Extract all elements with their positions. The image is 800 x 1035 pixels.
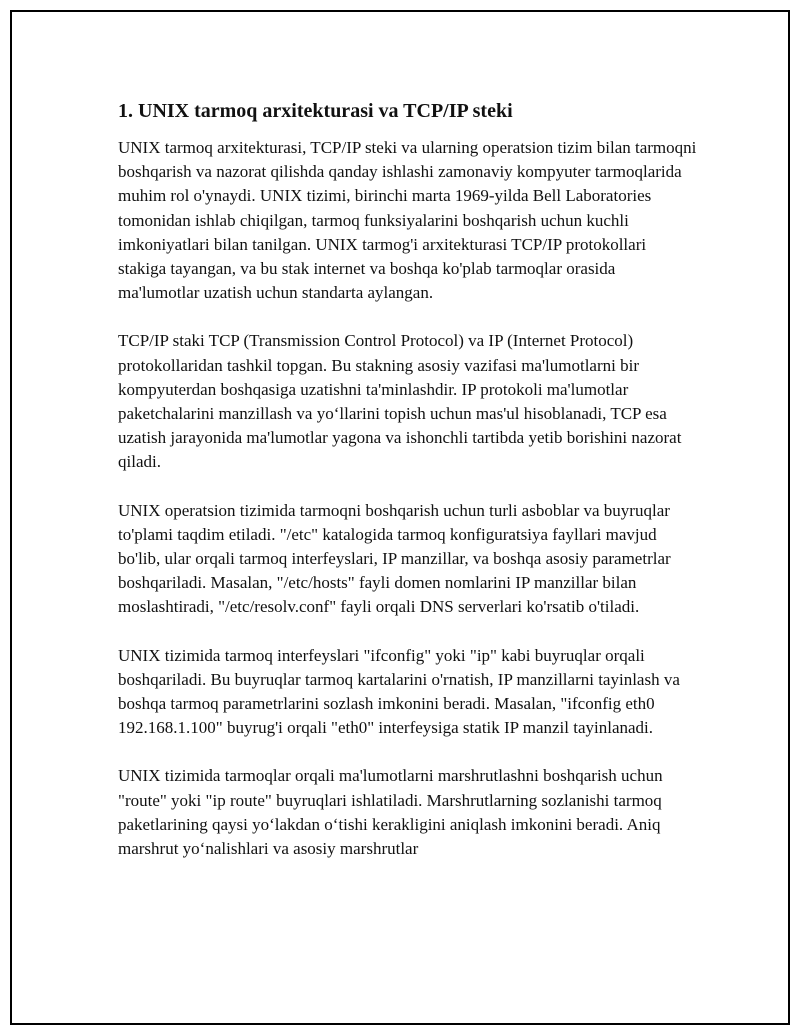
section-heading: 1. UNIX tarmoq arxitekturasi va TCP/IP steki	[118, 100, 513, 122]
paragraph-4: UNIX tizimida tarmoq interfeyslari "ifconfig" yoki "ip" kabi buyruqlar orqali boshqariladi. Bu buyruqlar tarmoq kartalarini o'rnatish, IP manzillarni tayinlash va boshqa tarmoq parametrlarini sozlash imkonini beradi. Masalan, "ifconfig eth0 192.168.1.100" buyrug'i orqali "eth0" interfeysiga statik IP manzil tayinlanadi.	[118, 645, 680, 738]
document-page	[10, 10, 790, 1025]
document-body	[118, 98, 698, 885]
paragraph-3: UNIX operatsion tizimida tarmoqni boshqarish uchun turli asboblar va buyruqlar to'plami taqdim etiladi. "/etc" katalogida tarmoq konfiguratsiya fayllari mavjud bo'lib, ular orqali tarmoq interfeyslari, IP manzillar, va boshqa asosiy parametrlar boshqariladi. Masalan, "/etc/hosts" fayli domen nomlarini IP manzillar bilan moslashtiradi, "/etc/resolv.conf" fayli orqali DNS serverlari ko'rsatib o'tiladi.	[118, 500, 671, 617]
paragraph-2: TCP/IP staki TCP (Transmission Control Protocol) va IP (Internet Protocol) protokollaridan tashkil topgan. Bu stakning asosiy vazifasi ma'lumotlarni bir kompyuterdan boshqasiga uzatishni ta'minlashdir. IP protokoli ma'lumotlar paketchalarini manzillash va yo‘llarini topish uchun mas'ul hisoblanadi, TCP esa uzatish jarayonida ma'lumotlar yagona va ishonchli tartibda yetib borishini nazorat qiladi.	[118, 331, 682, 472]
paragraph-5: UNIX tizimida tarmoqlar orqali ma'lumotlarni marshrutlashni boshqarish uchun "route" yoki "ip route" buyruqlari ishlatiladi. Marshrutlarning sozlanishi tarmoq paketlarining qaysi yo‘lakdan o‘tishi kerakligini aniqlash imkonini beradi. Aniq marshrut yo‘nalishlari va asosiy marshrutlar	[118, 766, 663, 859]
paragraph-1: UNIX tarmoq arxitekturasi, TCP/IP steki va ularning operatsion tizim bilan tarmoqni boshqarish va nazorat qilishda qanday ishlashi zamonaviy kompyuter tarmoqlarida muhim rol o'ynaydi. UNIX tizimi, birinchi marta 1969-yilda Bell Laboratories tomonidan ishlab chiqilgan, tarmoq funksiyalarini boshqarish uchun kuchli imkoniyatlari bilan tanilgan. UNIX tarmog'i arxitekturasi TCP/IP protokollari stakiga tayangan, va bu stak internet va boshqa ko'plab tarmoqlar orasida ma'lumotlar uzatish uchun standarta aylangan.	[118, 138, 697, 303]
